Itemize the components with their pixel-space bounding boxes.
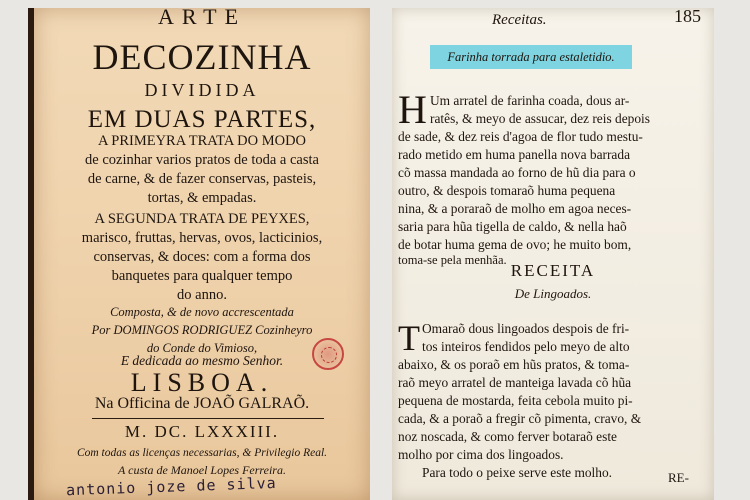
segunda-line: A SEGUNDA TRATA DE PEYXES, <box>94 211 310 227</box>
recipe-line: Um arratel de farinha coada, dous ar- <box>430 93 630 108</box>
recipe-line: de sade, & dez reis d'agoa de flor tudo mestu- <box>398 129 643 144</box>
segunda-line: banquetes para qualquer tempo <box>111 268 293 284</box>
author-line: Por DOMINGOS RODRIGUEZ Cozinheyro <box>91 323 313 337</box>
recipe-line: saria para hũa tigella de caldo, & nella haõ <box>398 219 627 234</box>
recipe-line: toma-se pela menhãa. <box>398 253 507 267</box>
recipe-line: de botar huma gema de ovo; he muito bom, <box>398 237 632 252</box>
highlighted-recipe-title <box>430 45 632 69</box>
recipe-line: rado metido em huma panella nova barrada <box>398 147 631 162</box>
title-top: ARTE <box>157 8 247 29</box>
section-subheading: De Lingoados. <box>514 286 592 301</box>
title-page <box>28 8 370 500</box>
recipe-page <box>392 8 714 500</box>
segunda-line: do anno. <box>177 287 227 303</box>
highlight-text: Farinha torrada para estaletidio. <box>447 50 615 64</box>
drop-cap: H <box>398 87 427 132</box>
primeyra-line: tortas, & empadas. <box>147 190 257 206</box>
catchword: RE- <box>668 470 689 485</box>
recipe-line: abaixo, & os poraõ em hũs pratos, & toma- <box>398 357 630 372</box>
title-duas-partes: EM DUAS PARTES, <box>87 106 317 133</box>
handwritten-signature: antonio joze de silva <box>65 473 277 500</box>
dedicada-line: E dedicada ao mesmo Senhor. <box>120 353 284 368</box>
author-line: do Conde do Vimioso, <box>146 341 258 355</box>
recipe-line: noz noscada, & como ferver botaraõ este <box>398 429 617 444</box>
recipe-line: raõ meyo arratel de manteiga lavada cõ hũa <box>398 375 632 390</box>
composta-line: Composta, & de novo accrescentada <box>110 305 294 319</box>
title-main: DECOZINHA <box>92 37 312 77</box>
title-dividida: DIVIDIDA <box>144 80 260 100</box>
recipe-line: pequena de mostarda, feita cebola muito pi- <box>398 393 633 408</box>
page-number: 185 <box>674 8 701 26</box>
recipe-line: Para todo o peixe serve este molho. <box>422 465 613 480</box>
recipe-line: cõ massa mandada ao forno de hũ dia para o <box>398 165 636 180</box>
recipe-line: molho por cima dos lingoados. <box>398 447 564 462</box>
primeyra-line: de carne, & de fazer conservas, pasteis, <box>87 171 317 187</box>
licencas-line: Com todas as licenças necessarias, & Privilegio Real. <box>76 447 328 459</box>
recipe-line: tos inteiros fendidos pelo meyo de alto <box>422 339 630 354</box>
imprint-rule <box>92 418 324 419</box>
primeyra-line: de cozinhar varios pratos de toda a casta <box>85 152 319 168</box>
library-stamp <box>312 338 344 370</box>
running-header: Receitas. <box>492 12 547 28</box>
imprint-officina: Na Officina de JOAÕ GALRAÕ. <box>94 395 310 412</box>
segunda-line: marisco, fruttas, hervas, ovos, lacticinios, <box>81 230 323 246</box>
recipe-line: outro, & despois tomaraõ huma pequena <box>398 183 616 198</box>
primeyra-line: A PRIMEYRA TRATA DO MODO <box>97 133 307 149</box>
imprint-city: LISBOA. <box>130 368 274 397</box>
recipe-line: ratês, & meyo de assucar, dez reis depois <box>430 111 650 126</box>
segunda-line: conservas, & doces: com a forma dos <box>93 249 311 265</box>
recipe-line: nina, & a poraraõ de molho em agoa neces- <box>398 201 632 216</box>
custa-line: A custa de Manoel Lopes Ferreira. <box>118 463 286 477</box>
section-heading: RECEITA <box>510 261 596 280</box>
recipe-line: cada, & a poraõ a fregir cõ pimenta, cravo, & <box>398 411 642 426</box>
recipe-line: Omaraõ dous lingoados despois de fri- <box>422 321 630 336</box>
imprint-year: M. DC. LXXXIII. <box>124 422 280 441</box>
drop-cap: T <box>398 318 420 358</box>
